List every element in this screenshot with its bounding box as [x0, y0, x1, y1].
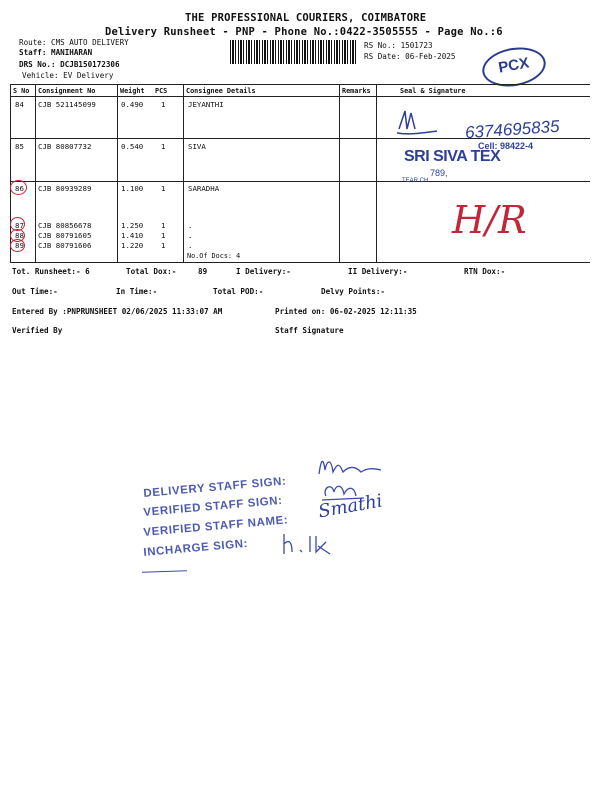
table-top-rule	[10, 84, 590, 85]
handwritten-hr: H/R	[452, 198, 527, 242]
col-rule	[183, 84, 184, 262]
table-row-pcs: 1	[161, 221, 166, 230]
delvy-points: Delvy Points:-	[321, 287, 386, 296]
table-row-consignment: CJB 521145099	[38, 100, 96, 109]
out-time: Out Time:-	[12, 287, 58, 296]
table-row-consignment: CJB 80856678	[38, 221, 92, 230]
total-dox-label: Total Dox:-	[126, 267, 177, 276]
table-header-rule	[10, 96, 590, 97]
table-row-weight: 1.220	[121, 241, 144, 250]
red-circle-mark	[10, 239, 25, 252]
table-row-consignee: JEYANTHI	[188, 100, 224, 109]
table-row-sno: 86	[15, 184, 24, 193]
row-rule	[10, 181, 590, 182]
verified-staff-name-handwritten: Smathi	[316, 490, 385, 523]
table-row-consignee: SIVA	[188, 142, 206, 151]
col-header-weight: Weight	[120, 87, 145, 95]
incharge-signature	[278, 530, 348, 558]
verified-staff-sign-label: VERIFIED STAFF SIGN:	[143, 494, 284, 519]
company-name: THE PROFESSIONAL COURIERS, COIMBATORE	[185, 12, 427, 24]
table-row-consignee: .	[188, 241, 193, 250]
verified-by: Verified By	[12, 326, 63, 335]
drs-number: DRS No.: DCJB150172306	[19, 60, 120, 69]
total-dox-value: 89	[198, 267, 208, 276]
i-delivery: I Delivery:-	[236, 267, 291, 276]
table-row-consignment: CJB 80807732	[38, 142, 92, 151]
table-bottom-rule	[10, 262, 590, 263]
table-row-weight: 1.100	[121, 184, 144, 193]
tot-runsheet: Tot. Runsheet:- 6	[12, 267, 90, 276]
table-row-weight: 0.490	[121, 100, 144, 109]
ii-delivery: II Delivery:-	[348, 267, 408, 276]
verified-staff-name-label: VERIFIED STAFF NAME:	[143, 514, 289, 539]
table-row-pcs: 1	[161, 100, 166, 109]
table-row-consignee: SARADHA	[188, 184, 220, 193]
col-header-seal-signature: Seal & Signature	[400, 87, 466, 95]
col-rule	[376, 84, 377, 262]
rs-date: RS Date: 06-Feb-2025	[364, 52, 456, 61]
red-circle-mark	[10, 180, 27, 195]
route: Route: CMS AUTO DELIVERY	[19, 38, 129, 47]
rs-number: RS No.: 1501723	[364, 41, 433, 50]
table-row-pcs: 1	[161, 241, 166, 250]
printed-on: Printed on: 06-02-2025 12:11:35	[275, 307, 417, 316]
col-header-consignee: Consignee Details	[186, 87, 256, 95]
col-header-consignment: Consignment No	[38, 87, 96, 95]
table-row-consignment: CJB 80791605	[38, 231, 92, 240]
table-row-pcs: 1	[161, 231, 166, 240]
table-row-consignment: CJB 80791606	[38, 241, 92, 250]
col-header-remarks: Remarks	[342, 87, 371, 95]
entered-by: Entered By :PNPRUNSHEET 02/06/2025 11:33:07 AM	[12, 307, 223, 316]
staff: Staff: MANIHARAN	[19, 48, 93, 57]
table-row-sno: 88	[15, 231, 24, 240]
runsheet-title: Delivery Runsheet - PNP - Phone No.:0422-3505555 - Page No.:6	[105, 26, 503, 38]
no-of-docs: No.Of Docs: 4	[187, 252, 241, 260]
table-row-sno: 89	[15, 241, 24, 250]
vehicle: Vehicle: EV Delivery	[22, 71, 114, 80]
pcx-stamp: PCX	[479, 43, 549, 92]
table-row-pcs: 1	[161, 142, 166, 151]
handwritten-phone: 6374695835	[464, 116, 561, 143]
stamp-underline	[142, 570, 187, 573]
in-time: In Time:-	[116, 287, 158, 296]
table-row-sno: 87	[15, 221, 24, 230]
seal-address-line: TEAR CH	[402, 178, 429, 184]
incharge-sign-label: INCHARGE SIGN:	[143, 537, 249, 559]
staff-signature: Staff Signature	[275, 326, 344, 335]
seal-address: 789,	[430, 168, 448, 178]
rtn-dox: RTN Dox:-	[464, 267, 506, 276]
table-row-consignment: CJB 80939289	[38, 184, 92, 193]
seal-phone: Cell: 98422-4	[478, 141, 534, 151]
table-row-consignee: .	[188, 221, 193, 230]
table-row-sno: 85	[15, 142, 24, 151]
col-rule	[117, 84, 118, 262]
col-header-sno: S No	[13, 87, 30, 95]
table-row-pcs: 1	[161, 184, 166, 193]
delivery-staff-sign-label: DELIVERY STAFF SIGN:	[143, 475, 287, 500]
col-rule	[35, 84, 36, 262]
table-row-weight: 0.540	[121, 142, 144, 151]
total-pod: Total POD:-	[213, 287, 264, 296]
seal-name: SRI SIVA TEX	[404, 148, 501, 165]
table-row-sno: 84	[15, 100, 24, 109]
signature-scribble	[395, 105, 440, 137]
table-row-consignee: .	[188, 231, 193, 240]
col-rule	[339, 84, 340, 262]
table-row-weight: 1.250	[121, 221, 144, 230]
col-header-pcs: PCS	[155, 87, 168, 95]
barcode	[230, 40, 358, 64]
table-row-weight: 1.410	[121, 231, 144, 240]
delivery-staff-signature	[315, 452, 385, 480]
